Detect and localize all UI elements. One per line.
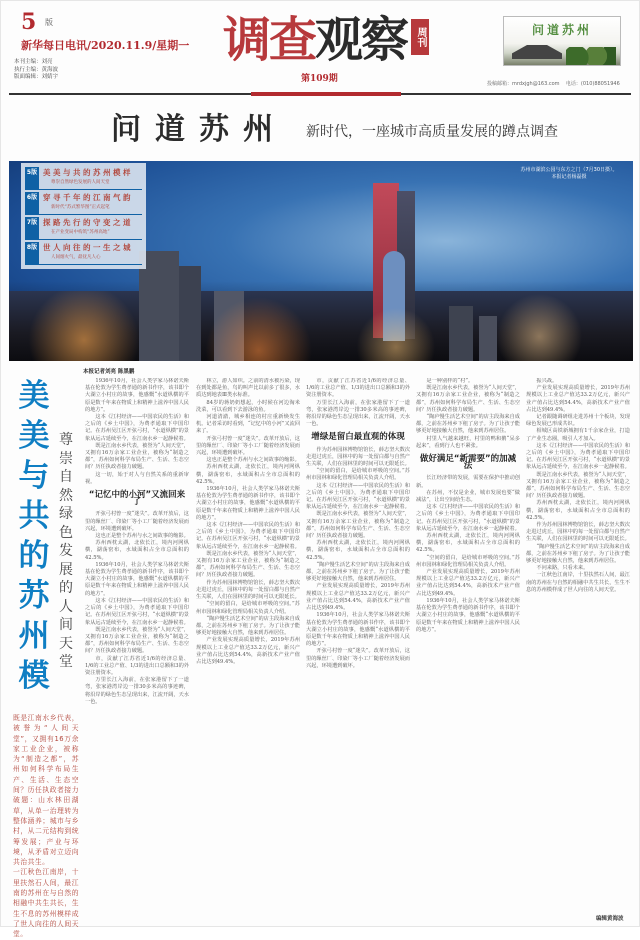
paragraph: 苏州西枕太湖，北依长江，境内河网纵横，湖荡密布，水域面积占全市总面积的42.5%。 <box>196 464 300 485</box>
paragraph: 这也正是整个苏州与水之间故事的缩影。 <box>206 457 300 464</box>
publication-logo <box>223 12 429 68</box>
article-subheadline <box>57 431 75 672</box>
page-number: 5 <box>21 9 37 35</box>
series-logo-title: 问道苏州 <box>531 23 592 37</box>
paragraph: “陶庐慢生活艺术空间”的店主段海来自成都，之前在苏州乡下租了房子。为了让孩子能够更好地接触大自然，他来到苏州居住。 <box>306 561 410 583</box>
paragraph: 1936年10月，社会人类学家马林诺夫斯基在伦敦为学生费孝通的新书作序，该书即个大湖立小村庄的故事，他感慨“水道纵横的平原是数千年来在物质上和精神上滋养中国人民的地方”。 <box>85 561 189 597</box>
paragraph: 振兴战。 <box>536 378 558 384</box>
headline-char: 苏 <box>18 578 50 614</box>
paragraph: “空间的留白，是给城市呼吸的空间。”苏州市园林和绿化管理局相关负责人介绍。 <box>306 468 410 482</box>
paragraph: “陶庐慢生活艺术空间”的店主段海来自成都，之前在苏州乡下租了房子。为了让孩子能够更好地接触大自然，他来到苏州居住。 <box>526 543 630 565</box>
paragraph: 开弦弓村曾一度“迷失”。改革开放后，这里的缫丝厂、印染厂等小工厂随着经济发展而兴起，环境遭到破坏。 <box>196 435 300 457</box>
paragraph: 这本《江村经济——中国农民的生活》和之后的《乡土中国》，为费孝通取下中国印记。在苏州吴江区开弦弓村，“水道纵横”的景象从远古延续至今，在江南水乡一起静候着。 <box>85 597 189 626</box>
photo-caption: 苏州市湖滨公园与东方之门（7月30日摄）。本报记者杨磊摄 <box>520 167 618 180</box>
paragraph: 不问来路，只看未来。 <box>536 565 589 572</box>
pavilion-roof-icon <box>512 45 562 59</box>
section-heading: “记忆中的小河”又流回来了 <box>88 490 186 508</box>
paragraph: 一江秋色江南岸，十里扶然石人间，最江南的苏州在与自然的相融中共生共长，生生不息的苏州模样成了世人向往的人间天堂。 <box>526 572 630 593</box>
logo-text-red: 调查 <box>223 12 316 68</box>
lead-photo-suzhou-skyline <box>9 161 633 361</box>
paragraph: 苏州西枕太湖，北依长江，境内河网纵横，湖荡密布，水域面积占全市总面积的42.5%。 <box>85 540 189 561</box>
paragraph: 市，贡献了江苏省近1/6的经济总量、1/6的工业总产值、1/3的进出口总额和3的外资注册资本。 <box>85 655 189 676</box>
paragraph: 既是江南水乡代表，被誉为“人间天堂”，又拥有16万余家工业企业，被称为“制造之都”，苏州如何科学布局生产、生活、生态空间？历任执政者接力破题。 <box>196 550 300 579</box>
paragraph: 这本《江村经济——中国农民的生活》和之后的《乡土中国》，为费孝通取下中国印记。在苏州吴江区开弦弓村，“水道纵横”的景象从远古延续至今，在江南水乡一起静候着。 <box>526 442 630 471</box>
paragraph: 产业发展实现高质量增长，2019年苏州规模以上工业总产值达33.2万亿元，新兴产业产值占比达到54.4%，高新技术产业产值占比达到49.4%。 <box>306 583 410 612</box>
paragraph: 相城区高铁新城拥有1千余家企业，打造了产业生态圈，吸引人才加入。 <box>526 428 630 442</box>
paragraph: “空间的留白，是给城市呼吸的空间。”苏州市园林和绿化管理局相关负责人介绍。 <box>416 554 520 568</box>
paragraph: 1936年10月，社会人类学家马林诺夫斯基在伦敦为学生费孝通的新书作序，该书即个大湖立小村庄的故事，他感慨“水道纵横的平原是数千年来在物质上和精神上滋养中国人民的地方”。 <box>306 612 410 648</box>
subheadline-char: 间 <box>59 617 73 633</box>
editors-list <box>14 59 58 82</box>
paragraph: 既是江南水乡代表，被誉为“人间天堂”，又拥有16万余家工业企业，被称为“制造之都”，苏州如何科学布局生产、生活、生态空间？历任执政者接力破题。 <box>85 626 189 655</box>
toc-page: 6版 <box>25 192 39 214</box>
toc-subtitle: 在产业变局中构筑“苏州高地” <box>51 230 110 235</box>
toc-page: 5版 <box>25 167 39 189</box>
article-column-4 <box>416 378 520 918</box>
article-column-5 <box>526 378 630 918</box>
contact-email: 投稿邮箱：mrdxjgh@163.com <box>487 81 560 87</box>
toc-item[interactable] <box>25 242 142 265</box>
headline-char: 的 <box>18 538 50 574</box>
toc-subtitle: 人间烟火气，最抚凡人心 <box>51 255 101 260</box>
masthead-rule-accent <box>251 92 401 96</box>
subheadline-char: 尊 <box>59 432 73 448</box>
paragraph: 作为苏州园林博物馆馆长，薛志坚大数次走进过虎丘，园林中的每一处留白都与自然产生关联，人们在园林里的时间可以无限延长。 <box>526 522 630 543</box>
paragraph: 市，贡献了江苏省近1/6的经济总量、1/6的工业总产值、1/3的进出口总额和3的外资注册资本。 <box>306 378 410 399</box>
paragraph: 开弦弓村曾一度“迷失”。改革开放后，这里的缫丝厂、印染厂等小工厂随着经济发展而兴起，环境遭到破坏。 <box>306 648 410 669</box>
paragraph: 开弦弓村曾一度“迷失”。改革开放后，这里的缫丝厂、印染厂等小工厂随着经济发展而兴起，环境遭到破坏。 <box>85 511 189 532</box>
headline-char: 美 <box>18 418 50 454</box>
paragraph: 万里长江入海前，在张家港留下了一道弯，张家港湾岸边一排30多米高的事迹碑，将沿岸的绿色生态呈现出来，江流开阔，天水一色。 <box>306 399 410 428</box>
paragraph: 苏州西枕太湖，北依长江，境内河网纵横，湖荡密布，水域面积占全市总面积的42.5%。 <box>306 540 410 561</box>
headline-char: 共 <box>18 498 50 534</box>
section-heading: 增绿是留白最直观的体现 <box>311 432 405 443</box>
article-column-3 <box>306 378 410 918</box>
paragraph: 既是江南水乡代表，被誉为“人间天堂”，又拥有16万余家工业企业，被称为“制造之都”，苏州如何科学布局生产、生活、生态空间？历任执政者接力破题。 <box>85 442 189 471</box>
editor-signoff: 编辑黄海波 <box>596 916 624 922</box>
paragraph: 这本《江村经济——中国农民的生活》和之后的《乡土中国》，为费孝通取下中国印记。在苏州吴江区开弦弓村，“水道纵横”的景象从远古延续至今，在江南水乡一起静候着。 <box>196 522 300 550</box>
paragraph: 长江经济带的发展，需要在保护中推动创新。 <box>416 475 520 489</box>
paragraph: 村里人气越来越旺，村里的鸭和鹅“呆多起来”，看到行人也不紧张。 <box>416 435 520 449</box>
paragraph: 既是江南水乡代表，被誉为“人间天堂”，又拥有16万余家工业企业，被称为“制造之都”，苏州如何科学布局生产、生活、生态空间？历任执政者接力破题。 <box>526 471 630 500</box>
paragraph: 是一种别样的“村”。 <box>426 378 474 384</box>
page-number-suffix: 版 <box>45 18 53 27</box>
paragraph: 1936年10月，社会人类学家马林诺夫斯基在伦敦为学生费孝通的新书作序，该书即个大湖立小村庄的故事，他感慨“水道纵横的平原是数千年来在物质上和精神上滋养中国人民的地方”。 <box>196 486 300 521</box>
paragraph: 84岁的蒋奶奶想起，小时候在河边淘米洗菜，可以看到下去游泳的鱼。 <box>196 399 300 413</box>
paragraph: 林立，游人如织。之前的清水被污染，现在到处都是鱼，鸟的叫声比以前多了很多，水质达到地表Ⅲ类水标准。 <box>196 378 300 399</box>
editor-line: 本刊主编：刘亮 <box>14 59 53 65</box>
paragraph: 作为苏州园林博物馆馆长，薛志坚大数次走进过虎丘，园林中的每一处留白都与自然产生关联，人们在园林里的时间可以无限延长。 <box>306 446 410 468</box>
paragraph: 河道清澈，城乡相连的村庄重新焕发生机。记者采访时看到，“记忆中的小河”又流回来了。 <box>196 414 300 435</box>
paragraph: 这也正是整个苏州与水之间故事的缩影。 <box>95 533 189 540</box>
toc-title: 探路先行的守变之道 <box>43 218 133 227</box>
subheadline-char: 自 <box>59 469 73 485</box>
feature-subtitle: 新时代，一座城市高质量发展的蹲点调查 <box>306 124 558 140</box>
city-lights <box>9 291 633 361</box>
headline-char: 模 <box>18 658 50 694</box>
byline: 本报记者刘亮 陈黑鹏 <box>83 369 135 375</box>
subheadline-char: 绿 <box>59 506 73 522</box>
toc-title: 穿寻千年的江南气韵 <box>43 193 133 202</box>
issue-number: 第109期 <box>301 74 338 84</box>
toc-title: 世人向往的一生之城 <box>43 243 133 252</box>
paragraph: “陶庐慢生活艺术空间”的店主段海来自成都，之前在苏州乡下租了房子。为了让孩子能够更好地接触大自然，他来到苏州居住。 <box>416 414 520 435</box>
paragraph: “空间的留白，是给城市呼吸的空间。”苏州市园林和绿化管理局相关负责人介绍。 <box>196 601 300 615</box>
editor-line: 执行主编：黄海波 <box>14 66 59 73</box>
toc-item[interactable] <box>25 167 142 190</box>
trees-illustration <box>566 47 616 65</box>
paragraph: “陶庐慢生活艺术空间”的店主段海来自成都，之前在苏州乡下租了房子。为了让孩子能够更好地接触大自然，他来到苏州居住。 <box>196 615 300 637</box>
subheadline-char: 崇 <box>59 450 73 467</box>
toc-item[interactable] <box>25 217 142 240</box>
paragraph: 1936年10月，社会人类学家马林诺夫斯基在伦敦为学生费孝通的新书作序，该书即个大湖立小村庄的故事，他感慨“水道纵横的平原是数千年来在物质上和精神上滋养中国人民的地方”。 <box>416 597 520 633</box>
toc-page: 8版 <box>25 242 39 264</box>
paragraph: 苏州西枕太湖，北依长江，境内河网纵横，湖荡密布，水域面积占全市总面积的42.5%。 <box>416 533 520 554</box>
article-column-1 <box>85 378 189 918</box>
subheadline-char: 色 <box>59 524 73 541</box>
paragraph: 既是江南水乡代表，被誉为“人间天堂”，又拥有16万余家工业企业，被称为“制造之都”，苏州如何科学布局生产、生活、生态空间？历任执政者接力破题。 <box>416 385 520 413</box>
subheadline-char: 展 <box>59 561 73 578</box>
paragraph: 记者跟随调研组走进苏州十个板块，发现绿色发展已形成共识。 <box>526 414 630 428</box>
paragraph: 万里长江入海前，在张家港留下了一道弯，张家港湾岸边一排30多米高的事迹碑，将沿岸的绿色生态呈现出来，江流开阔，天水一色。 <box>85 677 189 705</box>
series-logo <box>503 16 621 66</box>
paragraph: 这本《江村经济——中国农民的生活》和之后的《乡土中国》，为费孝通取下中国印记。在苏州吴江区开弦弓村，“水道纵横”的景象从远古延续至今，在江南水乡一起静候着。 <box>416 504 520 532</box>
toc-item[interactable] <box>25 192 142 215</box>
toc-subtitle: 新时代“苏式繁华图”正式起笔 <box>51 205 110 210</box>
paragraph: 产业发展实现高质量增长，2019年苏州规模以上工业总产值达33.2万亿元，新兴产业产值占比达到54.4%，高新技术产业产值占比达到49.4%。 <box>196 637 300 665</box>
paragraph: 作为苏州园林博物馆馆长，薛志坚大数次走进过虎丘，园林中的每一处留白都与自然产生关联，人们在园林里的时间可以无限延长。 <box>196 579 300 601</box>
logo-text <box>223 12 408 68</box>
subheadline-char: 天 <box>59 635 73 652</box>
pull-quote: 既是江南水乡代表，被誉为“人间天堂”，又拥有16万余家工业企业，被称为“制造之都”，苏州如何科学布局生产、生活、生态空间？历任执政者接力破题：山水林田湖草，从单一治理转为整体涵养；城市与乡村，从二元结构到统筹发展；产业与环境，从矛盾对立迈向共治共生。 一江秋色江南岸，十里扶然石人间，最江南的苏州在与自然的相融中共生共长，生生不息的苏州模样成了世人向往的人间天堂。 <box>13 714 79 939</box>
paragraph: 这一切，始于对人与自然关系的重新审视。 <box>85 471 189 485</box>
headline-char: 美 <box>18 378 50 414</box>
contact-info <box>487 80 620 87</box>
article-headline <box>15 376 53 696</box>
headline-char: 与 <box>18 458 50 494</box>
paragraph: 1936年10月，社会人类学家马林诺夫斯基在伦敦为学生费孝通的新书作序，该书即个大湖立小村庄的故事，他感慨“水道纵横的平原是数千年来在物质上和精神上滋养中国人民的地方”。 <box>85 378 189 413</box>
toc-page: 7版 <box>25 217 39 239</box>
subheadline-char: 堂 <box>59 654 73 670</box>
contact-phone: 电话：(010)88051946 <box>565 81 620 87</box>
toc-title: 美美与共的苏州模样 <box>43 168 133 177</box>
article-column-2 <box>196 378 300 918</box>
paragraph: 这本《江村经济——中国农民的生活》和之后的《乡土中国》，为费孝通取下中国印记。在苏州吴江区开弦弓村，“水道纵横”的景象从远古延续至今，在江南水乡一起静候着。 <box>306 482 410 511</box>
feature-title: 问道苏州 <box>111 112 287 147</box>
paragraph: 产业发展实现高质量增长，2019年苏州规模以上工业总产值达33.2万亿元，新兴产业产值占比达到54.4%，高新技术产业产值占比达到49.4%。 <box>416 569 520 597</box>
section-heading: 做好满足“新需要”的加减法 <box>419 454 517 472</box>
paragraph: 苏州西枕太湖，北依长江，境内河网纵横，湖荡密布，水域面积占全市总面积的42.5%。 <box>526 500 630 521</box>
weekly-badge: 周刊 <box>411 19 429 55</box>
logo-text-dark: 观察 <box>315 12 408 68</box>
dateline: 新华每日电讯/2020.11.9/星期一 <box>21 39 190 52</box>
subheadline-char: 的 <box>59 580 73 596</box>
paragraph: 在苏州，不仅是企业，城市发展也要“做减法”，让出空间给生态。 <box>416 489 520 504</box>
paragraph: 产业发展实现高质量增长，2019年苏州规模以上工业总产值达33.2万亿元，新兴产业产值占比达到54.4%，高新技术产业产值占比达到49.4%。 <box>526 385 630 413</box>
paragraph: 这本《江村经济——中国农民的生活》和之后的《乡土中国》，为费孝通取下中国印记。在苏州吴江区开弦弓村，“水道纵横”的景象从远古延续至今，在江南水乡一起静候着。 <box>85 414 189 442</box>
paragraph: 既是江南水乡代表，被誉为“人间天堂”，又拥有16万余家工业企业，被称为“制造之都”，苏州如何科学布局生产、生活、生态空间？历任执政者接力破题。 <box>306 511 410 540</box>
subheadline-char: 人 <box>59 598 73 615</box>
subheadline-char: 发 <box>59 543 73 559</box>
editor-line: 版面编辑：刘婧宇 <box>14 74 59 80</box>
toc-subtitle: 尊崇自然绿色发展的人间天堂 <box>51 180 110 185</box>
table-of-contents <box>21 163 146 269</box>
headline-char: 州 <box>18 618 50 654</box>
subheadline-char: 然 <box>59 487 73 504</box>
